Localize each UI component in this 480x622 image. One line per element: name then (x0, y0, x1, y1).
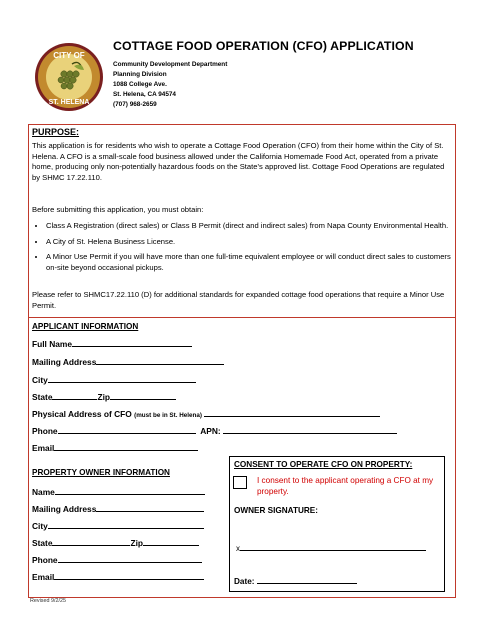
applicant-email-field[interactable] (32, 442, 198, 453)
field-label: Zip (97, 392, 111, 402)
owner-phone-field[interactable] (32, 554, 202, 565)
field-label: Email (32, 443, 55, 453)
owner-email-field[interactable] (32, 571, 204, 582)
page-title: COTTAGE FOOD OPERATION (CFO) APPLICATION (113, 39, 414, 53)
purpose-paragraph: This application is for residents who wish to operate a Cottage Food Operation (CFO) from their home within the City of St. Helena. A CFO is a small-scale food business allowed under the California Homemade Food Act, operated from a private home, producing only non-potentially hazardous foods on the State’s approved list. Cottage Food Operations are regulated by SHMC 17.22.110. (32, 141, 445, 182)
owner-signature-field[interactable] (236, 543, 426, 553)
field-label: State (32, 392, 53, 402)
field-label: Phone (32, 426, 58, 436)
address-line: 1088 College Ave. (113, 81, 167, 88)
field-label: City (32, 521, 48, 531)
owner-heading: PROPERTY OWNER INFORMATION (32, 468, 170, 477)
requirement-item: • Class A Registration (direct sales) or Class B Permit (direct and indirect sales) from Napa County Environmental Health. (46, 221, 460, 232)
requirements-list (32, 221, 460, 278)
consent-checkbox-label: I consent to the applicant operating a CFO at my property. (257, 476, 434, 496)
owner-signature-label: OWNER SIGNATURE: (234, 506, 318, 515)
purpose-heading: PURPOSE: (32, 127, 80, 137)
owner-name-field[interactable] (32, 486, 205, 497)
city-seal-logo (34, 42, 104, 112)
requirement-item: • A Minor Use Permit if you will have more than one full-time equivalent employee or will conduct direct sales to customers on-site beyond occasional pickups. (46, 252, 460, 273)
field-label: Phone (32, 555, 58, 565)
field-label: Name (32, 487, 55, 497)
field-note: (must be in St. Helena) (134, 412, 202, 419)
address-line: St. Helena, CA 94574 (113, 91, 176, 98)
owner-mailing-address-field[interactable] (32, 503, 204, 514)
requirements-intro: Before submitting this application, you must obtain: (32, 205, 204, 214)
applicant-phone-apn-field[interactable] (32, 425, 397, 436)
owner-state-zip-field[interactable] (32, 537, 199, 548)
applicant-full-name-field[interactable] (32, 338, 192, 349)
address-line: Planning Division (113, 71, 167, 78)
applicant-city-field[interactable] (32, 374, 196, 385)
owner-city-field[interactable] (32, 520, 204, 531)
field-label: City (32, 375, 48, 385)
field-label: Mailing Address (32, 357, 97, 367)
applicant-heading: APPLICANT INFORMATION (32, 322, 139, 331)
consent-heading: CONSENT TO OPERATE CFO ON PROPERTY: (234, 460, 413, 469)
minor-use-note: Please refer to SHMC17.22.110 (D) for additional standards for expanded cottage food operations that require a Minor Use Permit. (32, 290, 445, 310)
field-label: Zip (130, 538, 144, 548)
field-label: State (32, 538, 53, 548)
seal-text-bottom: ST. HELENA (48, 99, 90, 106)
seal-text-top: CITY OF (53, 51, 85, 60)
consent-checkbox[interactable] (233, 476, 247, 489)
department-address (113, 60, 227, 110)
revision-date: Revised 9/2/25 (30, 598, 66, 604)
address-line: Community Development Department (113, 61, 228, 68)
requirement-item: • A City of St. Helena Business License. (46, 237, 460, 248)
applicant-physical-address-field[interactable] (32, 408, 380, 421)
date-label: Date: (234, 577, 255, 586)
applicant-mailing-address-field[interactable] (32, 356, 224, 367)
address-line: (707) 968-2659 (113, 101, 157, 108)
signature-prefix: x (236, 544, 240, 553)
field-label: Full Name (32, 339, 73, 349)
applicant-state-zip-field[interactable] (32, 391, 176, 402)
field-label: Mailing Address (32, 504, 97, 514)
field-label: APN: (200, 426, 221, 436)
signature-date-field[interactable] (234, 576, 357, 586)
field-label: Physical Address of CFO (32, 409, 132, 419)
field-label: Email (32, 572, 55, 582)
